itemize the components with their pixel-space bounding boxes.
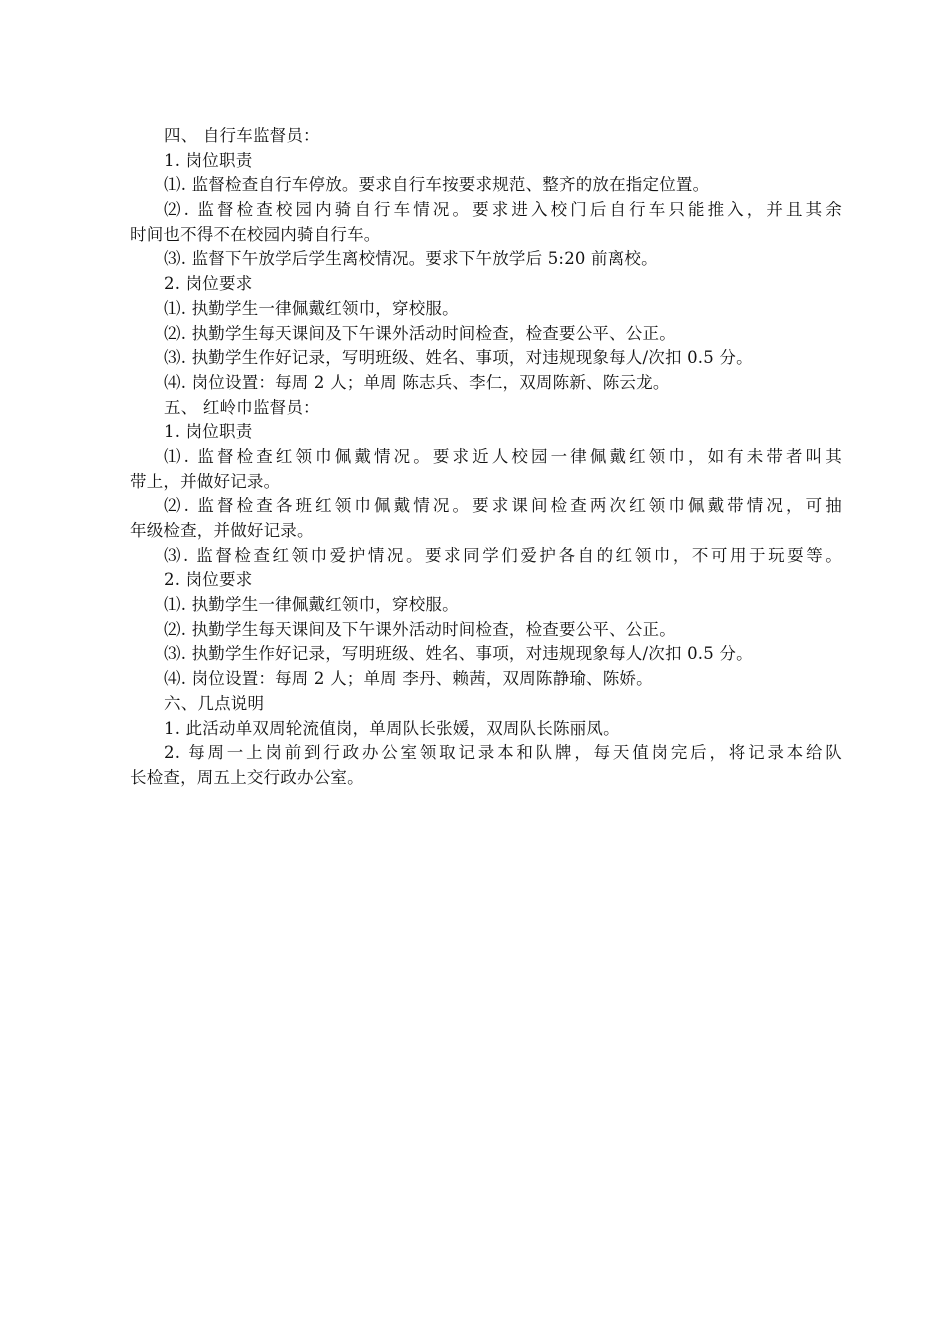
- list-item-continuation: 时间也不得不在校园内骑自行车。: [130, 224, 381, 244]
- list-item: ⑴. 执勤学生一律佩戴红领巾，穿校服。: [164, 298, 459, 318]
- list-item: ⑴. 执勤学生一律佩戴红领巾，穿校服。: [164, 595, 459, 615]
- section-heading: 四、 自行车监督员：: [164, 126, 320, 145]
- subheading-requirements: 2. 岗位要求: [164, 274, 253, 294]
- list-item-continuation: 长检查，周五上交行政办公室。: [130, 767, 364, 787]
- list-item: ⑶. 监督检查红领巾爱护情况。要求同学们爱护各自的红领巾，不可用于玩耍等。: [164, 545, 842, 565]
- section-red-scarf-supervisor: [130, 396, 842, 692]
- section-notes: [130, 692, 842, 791]
- section-bicycle-supervisor: [130, 124, 842, 396]
- list-item: ⑴. 监督检查自行车停放。要求自行车按要求规范、整齐的放在指定位置。: [164, 175, 710, 195]
- list-item: ⑷. 岗位设置：每周 2 人；单周 陈志兵、李仁，双周陈新、陈云龙。: [164, 372, 670, 392]
- list-item: ⑵. 监督检查校园内骑自行车情况。要求进入校门后自行车只能推入，并且其余: [164, 200, 842, 220]
- list-item: ⑶. 监督下午放学后学生离校情况。要求下午放学后 5:20 前离校。: [164, 249, 658, 269]
- list-item: ⑵. 执勤学生每天课间及下午课外活动时间检查，检查要公平、公正。: [164, 323, 676, 343]
- section-heading: 五、 红岭巾监督员：: [164, 397, 320, 417]
- list-item: 2. 每周一上岗前到行政办公室领取记录本和队牌，每天值岗完后，将记录本给队: [164, 743, 842, 763]
- list-item-continuation: 带上，并做好记录。: [130, 471, 281, 491]
- section-heading: 六、几点说明: [164, 693, 265, 713]
- list-item: ⑵. 执勤学生每天课间及下午课外活动时间检查，检查要公平、公正。: [164, 619, 676, 639]
- list-item: ⑴. 监督检查红领巾佩戴情况。要求近人校园一律佩戴红领巾，如有未带者叫其: [164, 446, 842, 466]
- list-item: ⑷. 岗位设置：每周 2 人；单周 李丹、赖茜，双周陈静瑜、陈娇。: [164, 669, 653, 689]
- list-item: ⑵. 监督检查各班红领巾佩戴情况。要求课间检查两次红领巾佩戴带情况，可抽: [164, 496, 842, 516]
- document-body: [130, 124, 842, 791]
- list-item: ⑶. 执勤学生作好记录，写明班级、姓名、事项，对违规现象每人/次扣 0.5 分。: [164, 348, 753, 368]
- list-item: ⑶. 执勤学生作好记录，写明班级、姓名、事项，对违规现象每人/次扣 0.5 分。: [164, 644, 753, 664]
- list-item: 1. 此活动单双周轮流值岗，单周队长张媛，双周队长陈丽凤。: [164, 718, 620, 738]
- subheading-duties: 1. 岗位职责: [164, 422, 253, 442]
- subheading-requirements: 2. 岗位要求: [164, 570, 253, 590]
- subheading-duties: 1. 岗位职责: [164, 150, 253, 170]
- list-item-continuation: 年级检查，并做好记录。: [130, 521, 314, 540]
